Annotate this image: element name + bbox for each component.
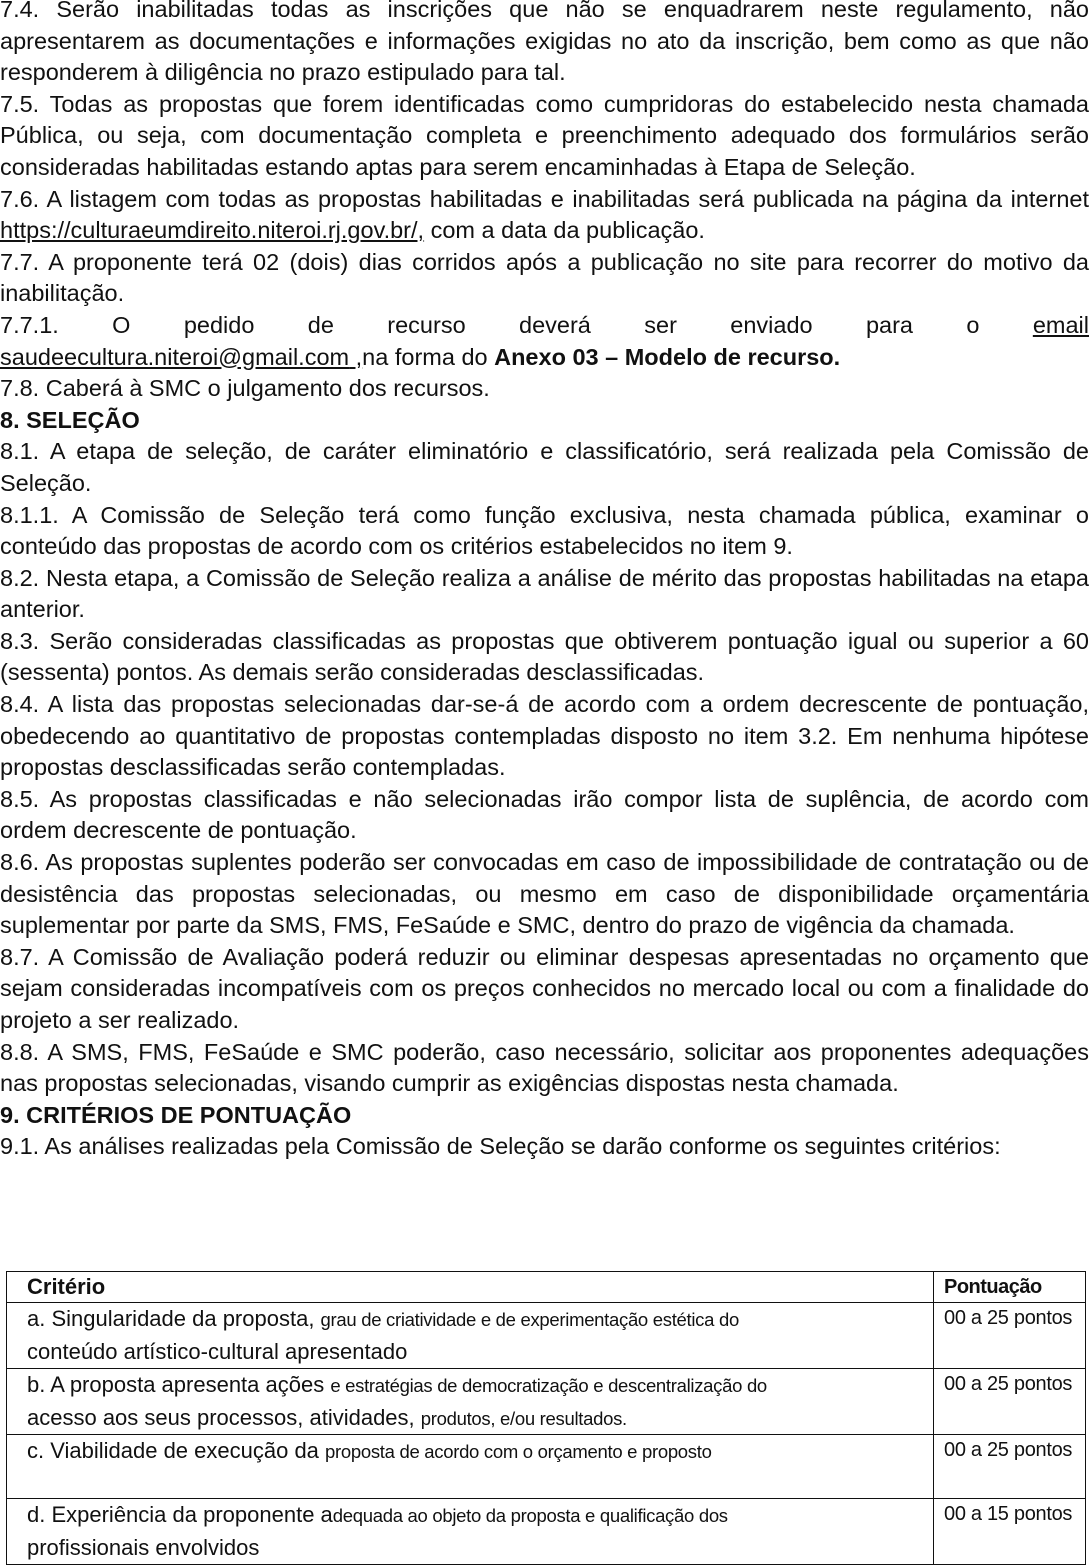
table-row — [7, 1303, 1086, 1369]
email-link-label[interactable]: email — [1032, 311, 1089, 338]
paragraph-7-7-1-line1 — [0, 310, 1089, 342]
criterion-lead: b. A proposta apresenta ações — [27, 1372, 331, 1397]
score-range-cell: 00 a 25 pontos — [934, 1369, 1086, 1435]
paragraph-8-2: 8.2. Nesta etapa, a Comissão de Seleção realiza a análise de mérito das propostas habilitadas na etapa anterior. — [0, 564, 1089, 623]
paragraph-7-7-1-line2 — [0, 342, 1089, 374]
criterion-detail: grau de criatividade e de experimentação estética do — [320, 1309, 739, 1330]
criterion-lead: a. Singularidade da proposta, — [27, 1306, 321, 1331]
paragraph-7-5: 7.5. Todas as propostas que forem identificadas como cumpridoras do estabelecido nesta chamada Pública, ou seja, com documentação completa e preenchimento adequado dos formulários serão consideradas habilitadas estando aptas para serem encaminhadas à Etapa de Seleção. — [0, 90, 1089, 180]
paragraph-7-7: 7.7. A proponente terá 02 (dois) dias corridos após a publicação no site para recorrer do motivo da inabilitação. — [0, 248, 1089, 307]
annex-03-reference: Anexo 03 – Modelo de recurso. — [494, 343, 841, 370]
paragraph-7-8: 7.8. Caberá à SMC o julgamento dos recursos. — [0, 375, 490, 402]
criterion-detail: dequada ao objeto da proposta e qualificação dos — [332, 1505, 728, 1526]
criterion-detail: e estratégias de democratização e descentralização do — [330, 1375, 767, 1396]
paragraph-8-7: 8.7. A Comissão de Avaliação poderá reduzir ou eliminar despesas apresentadas no orçamento que sejam consideradas incompatíveis com os preços conhecidos no mercado local ou com a finalidade do projeto a ser realizado. — [0, 943, 1089, 1033]
paragraph-8-6: 8.6. As propostas suplentes poderão ser convocadas em caso de impossibilidade de contratação ou de desistência das propostas selecionadas, ou mesmo em caso de disponibilidade orçamentária suplementar por parte da SMS, FMS, FeSaúde e SMC, dentro do prazo de vigência da chamada. — [0, 849, 1089, 939]
email-comma: , — [349, 343, 363, 370]
table-row — [7, 1435, 1086, 1499]
criterion-continuation: acesso aos seus processos, atividades, — [27, 1404, 421, 1430]
paragraph-8-3: 8.3. Serão consideradas classificadas as propostas que obtiverem pontuação igual ou superior a 60 (sessenta) pontos. As demais serão consideradas desclassificadas. — [0, 627, 1089, 686]
table-row — [7, 1499, 1086, 1565]
criterion-cell — [7, 1303, 934, 1369]
table-row — [7, 1369, 1086, 1435]
criterion-continuation-detail: produtos, e/ou resultados. — [420, 1407, 627, 1429]
criterion-continuation: conteúdo artístico-cultural apresentado — [27, 1338, 408, 1364]
score-range-cell: 00 a 25 pontos — [934, 1303, 1086, 1369]
paragraph-8-8: 8.8. A SMS, FMS, FeSaúde e SMC poderão, caso necessário, solicitar aos proponentes adequações nas propostas selecionadas, visando cumprir as exigências dispostas nesta chamada. — [0, 1038, 1089, 1097]
score-range-cell: 00 a 15 pontos — [934, 1499, 1086, 1565]
score-range-cell: 00 a 25 pontos — [934, 1435, 1086, 1499]
paragraph-7-4: 7.4. Serão inabilitadas todas as inscrições que não se enquadrarem neste regulamento, não apresentarem as documentações e informações exigidas no ato da inscrição, bem como as que não responderem à diligência no prazo estipulado para tal. — [0, 0, 1089, 86]
table-header-row — [7, 1272, 1086, 1303]
criterion-cell — [7, 1435, 934, 1499]
criterion-detail: proposta de acordo com o orçamento e proposto — [325, 1441, 712, 1462]
criterion-continuation: profissionais envolvidos — [27, 1534, 260, 1560]
email-address-link[interactable]: saudeecultura.niteroi@gmail.com — [0, 343, 350, 370]
criterion-lead: c. Viabilidade de execução da — [27, 1438, 326, 1463]
paragraph-7-7-1-text: 7.7.1. O pedido de recurso deverá ser enviado para o — [0, 311, 1033, 338]
section-heading-8: 8. SELEÇÃO — [0, 406, 140, 433]
criterion-lead: d. Experiência da proponente a — [27, 1502, 333, 1527]
paragraph-8-4: 8.4. A lista das propostas selecionadas dar-se-á de acordo com a ordem decrescente de pontuação, obedecendo ao quantitativo de propostas contempladas disposto no item 3.2. Em nenhuma hipótese propostas desclassificadas serão contempladas. — [0, 691, 1089, 781]
column-header-criterio: Critério — [7, 1272, 934, 1303]
scoring-criteria-table — [6, 1271, 1086, 1565]
paragraph-7-6 — [0, 184, 1089, 247]
paragraph-8-1: 8.1. A etapa de seleção, de caráter eliminatório e classificatório, será realizada pela Comissão de Seleção. — [0, 438, 1089, 496]
paragraph-7-7-1-tail: na forma do — [362, 343, 495, 370]
paragraph-9-1: 9.1. As análises realizadas pela Comissão de Seleção se darão conforme os seguintes critérios: — [0, 1133, 1001, 1160]
criterion-cell — [7, 1369, 934, 1435]
culture-site-link[interactable]: https://culturaeumdireito.niteroi.rj.gov.br/, — [0, 217, 425, 244]
criterion-cell — [7, 1499, 934, 1565]
paragraph-7-6-text: 7.6. A listagem com todas as propostas habilitadas e inabilitadas será publicada na página da internet — [0, 185, 1089, 212]
section-heading-9: 9. CRITÉRIOS DE PONTUAÇÃO — [0, 1101, 352, 1128]
paragraph-8-5: 8.5. As propostas classificadas e não selecionadas irão compor lista de suplência, de acordo com ordem decrescente de pontuação. — [0, 785, 1089, 844]
paragraph-8-1-1: 8.1.1. A Comissão de Seleção terá como função exclusiva, nesta chamada pública, examinar o conteúdo das propostas de acordo com os critérios estabelecidos no item 9. — [0, 501, 1089, 560]
column-header-pontuacao: Pontuação — [934, 1272, 1086, 1303]
paragraph-7-6-tail: com a data da publicação. — [424, 217, 705, 244]
